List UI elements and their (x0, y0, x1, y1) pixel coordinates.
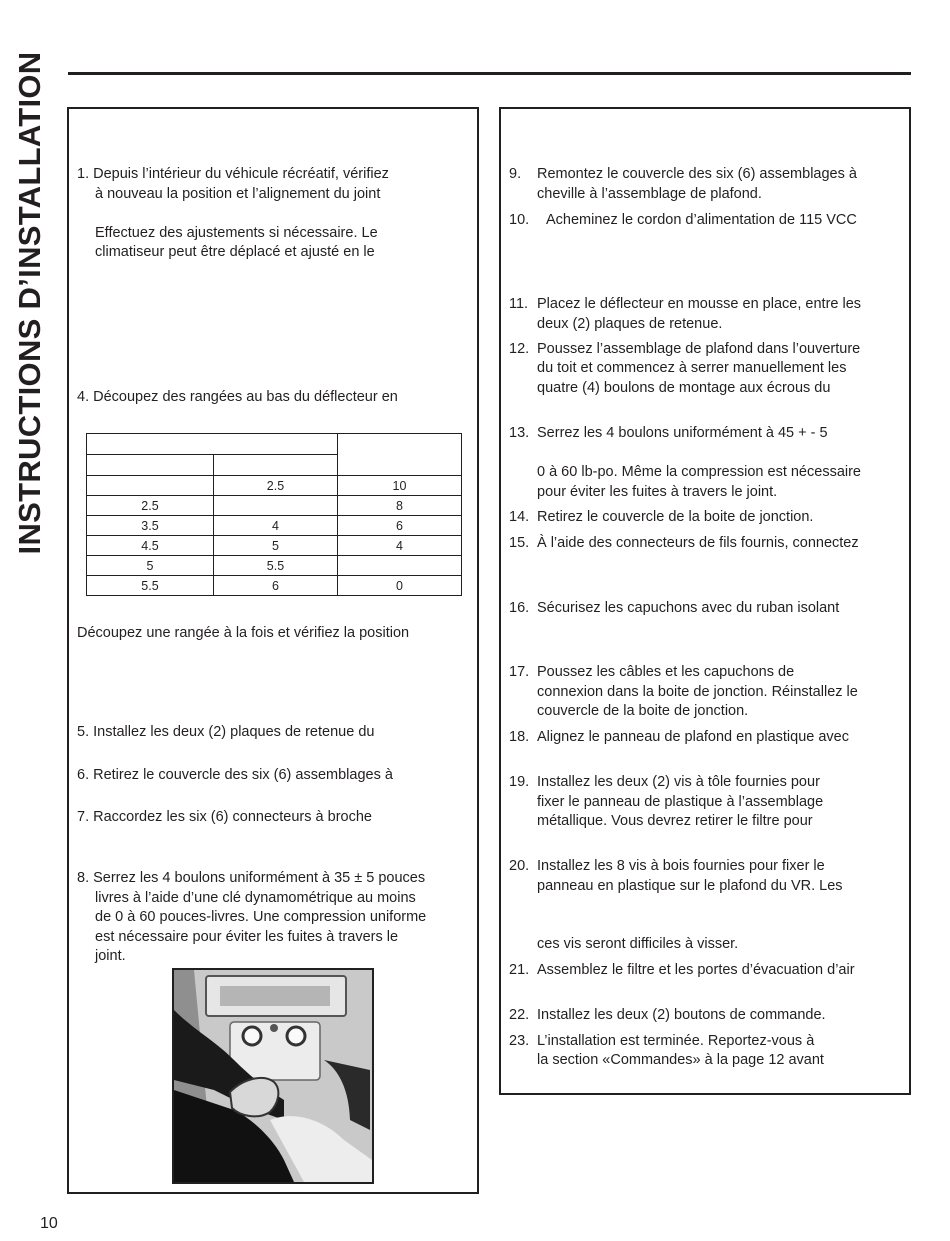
step-17-number: 17. (509, 664, 530, 680)
step-12-number: 12. (509, 341, 530, 357)
step-19-line-1: Installez les deux (2) vis à tôle fournies pour (537, 774, 820, 790)
table-row (87, 496, 462, 516)
table-header-row (87, 434, 462, 455)
step-21-number: 21. (509, 962, 530, 978)
step-18-line-1: Alignez le panneau de plafond en plastique avec (537, 729, 849, 745)
step-10-line-1: Acheminez le cordon d’alimentation de 115 VCC (546, 212, 857, 228)
step-11-line-2: deux (2) plaques de retenue. (537, 316, 723, 332)
table-cell: 5.5 (214, 556, 338, 576)
table-header-cell (338, 434, 462, 476)
step-19-number: 19. (509, 774, 530, 790)
step-23-line-1: L’installation est terminée. Reportez-vous à (537, 1033, 815, 1049)
step-15-line-1: À l’aide des connecteurs de fils fournis, connectez (537, 535, 859, 551)
page-number: 10 (40, 1215, 58, 1232)
table-cell: 5 (87, 556, 214, 576)
table-cell: 8 (338, 496, 462, 516)
table-cell: 6 (214, 576, 338, 596)
step-11-number: 11. (509, 296, 529, 312)
step-1b-line-2: climatiseur peut être déplacé et ajusté en le (95, 244, 375, 260)
table-cell (87, 476, 214, 496)
table-header-cell (87, 455, 214, 476)
top-rule (68, 72, 911, 75)
step-16-line-1: Sécurisez les capuchons avec du ruban isolant (537, 600, 840, 616)
step-15-number: 15. (509, 535, 530, 551)
step-8-line-3: de 0 à 60 pouces-livres. Une compression uniforme (95, 909, 427, 925)
step-17-line-1: Poussez les câbles et les capuchons de (537, 664, 795, 680)
step-14-number: 14. (509, 509, 530, 525)
table-cell: 5.5 (87, 576, 214, 596)
table-cell: 4 (214, 516, 338, 536)
table-cell: 2.5 (87, 496, 214, 516)
step-10-number: 10. (509, 212, 530, 228)
step-13-line-1: Serrez les 4 boulons uniformément à 45 + - 5 (537, 425, 828, 441)
step-23-number: 23. (509, 1033, 530, 1049)
install-photo-illustration (174, 970, 372, 1182)
step-1-line-1: 1. Depuis l’intérieur du véhicule récréatif, vérifiez (77, 166, 389, 182)
step-9-number: 9. (509, 166, 522, 182)
step-17-line-3: couvercle de la boite de jonction. (537, 703, 749, 719)
table-cell: 0 (338, 576, 462, 596)
step-17-line-2: connexion dans la boite de jonction. Réinstallez le (537, 684, 858, 700)
step-8-line-4: est nécessaire pour éviter les fuites à travers le (95, 929, 399, 945)
step-7: 7. Raccordez les six (6) connecteurs à broche (77, 809, 372, 825)
step-12-line-3: quatre (4) boulons de montage aux écrous du (537, 380, 831, 396)
table-cell (338, 556, 462, 576)
step-6: 6. Retirez le couvercle des six (6) assemblages à (77, 767, 393, 783)
step-13-number: 13. (509, 425, 530, 441)
step-8-line-5: joint. (95, 948, 126, 964)
step-1-line-2: à nouveau la position et l’alignement du joint (95, 186, 381, 202)
step-21-line-1: Assemblez le filtre et les portes d’évacuation d’air (537, 962, 855, 978)
step-14-line-1: Retirez le couvercle de la boite de jonction. (537, 509, 814, 525)
step-12-line-1: Poussez l’assemblage de plafond dans l’ouverture (537, 341, 861, 357)
table-cell (214, 496, 338, 516)
table-cell: 4.5 (87, 536, 214, 556)
step-8-line-2: livres à l’aide d’une clé dynamométrique au moins (95, 890, 416, 906)
cut-note: Découpez une rangée à la fois et vérifiez la position (77, 625, 410, 641)
table-row (87, 536, 462, 556)
table-cell: 4 (338, 536, 462, 556)
step-22-line-1: Installez les deux (2) boutons de commande. (537, 1007, 826, 1023)
table-row (87, 576, 462, 596)
step-18-number: 18. (509, 729, 530, 745)
step-13-line-2: 0 à 60 lb-po. Même la compression est nécessaire (537, 464, 861, 480)
step-5: 5. Installez les deux (2) plaques de retenue du (77, 724, 375, 740)
table-row (87, 516, 462, 536)
step-19-line-2: fixer le panneau de plastique à l’assemblage (537, 794, 824, 810)
table-cell: 5 (214, 536, 338, 556)
table-cell: 6 (338, 516, 462, 536)
table-cell: 2.5 (214, 476, 338, 496)
step-20-line-1: Installez les 8 vis à bois fournies pour fixer le (537, 858, 825, 874)
step-9-line-1: Remontez le couvercle des six (6) assemblages à (537, 166, 857, 182)
step-19-line-3: métallique. Vous devrez retirer le filtre pour (537, 813, 813, 829)
table-header-cell (214, 455, 338, 476)
table-cell: 10 (338, 476, 462, 496)
deflector-cut-table (86, 433, 462, 596)
step-20-line-2: panneau en plastique sur le plafond du VR. Les (537, 878, 843, 894)
table-header-cell (87, 434, 338, 455)
step-13-line-3: pour éviter les fuites à travers le joint. (537, 484, 778, 500)
install-photo (172, 968, 374, 1184)
table-row (87, 476, 462, 496)
step-1b-line-1: Effectuez des ajustements si nécessaire. Le (95, 225, 378, 241)
step-8-line-1: 8. Serrez les 4 boulons uniformément à 35 ± 5 pouces (77, 870, 426, 886)
section-title: INSTRUCTIONS D’INSTALLATION (12, 51, 47, 555)
step-23-line-2: la section «Commandes» à la page 12 avant (537, 1052, 824, 1068)
step-20-number: 20. (509, 858, 530, 874)
table-row (87, 556, 462, 576)
step-22-number: 22. (509, 1007, 530, 1023)
table-cell: 3.5 (87, 516, 214, 536)
step-11-line-1: Placez le déflecteur en mousse en place, entre les (537, 296, 862, 312)
step-20-line-3: ces vis seront difficiles à visser. (537, 936, 739, 952)
step-12-line-2: du toit et commencez à serrer manuellement les (537, 360, 847, 376)
step-16-number: 16. (509, 600, 530, 616)
section-title-vertical (10, 38, 50, 568)
step-4: 4. Découpez des rangées au bas du déflecteur en (77, 389, 398, 405)
step-9-line-2: cheville à l’assemblage de plafond. (537, 186, 762, 202)
